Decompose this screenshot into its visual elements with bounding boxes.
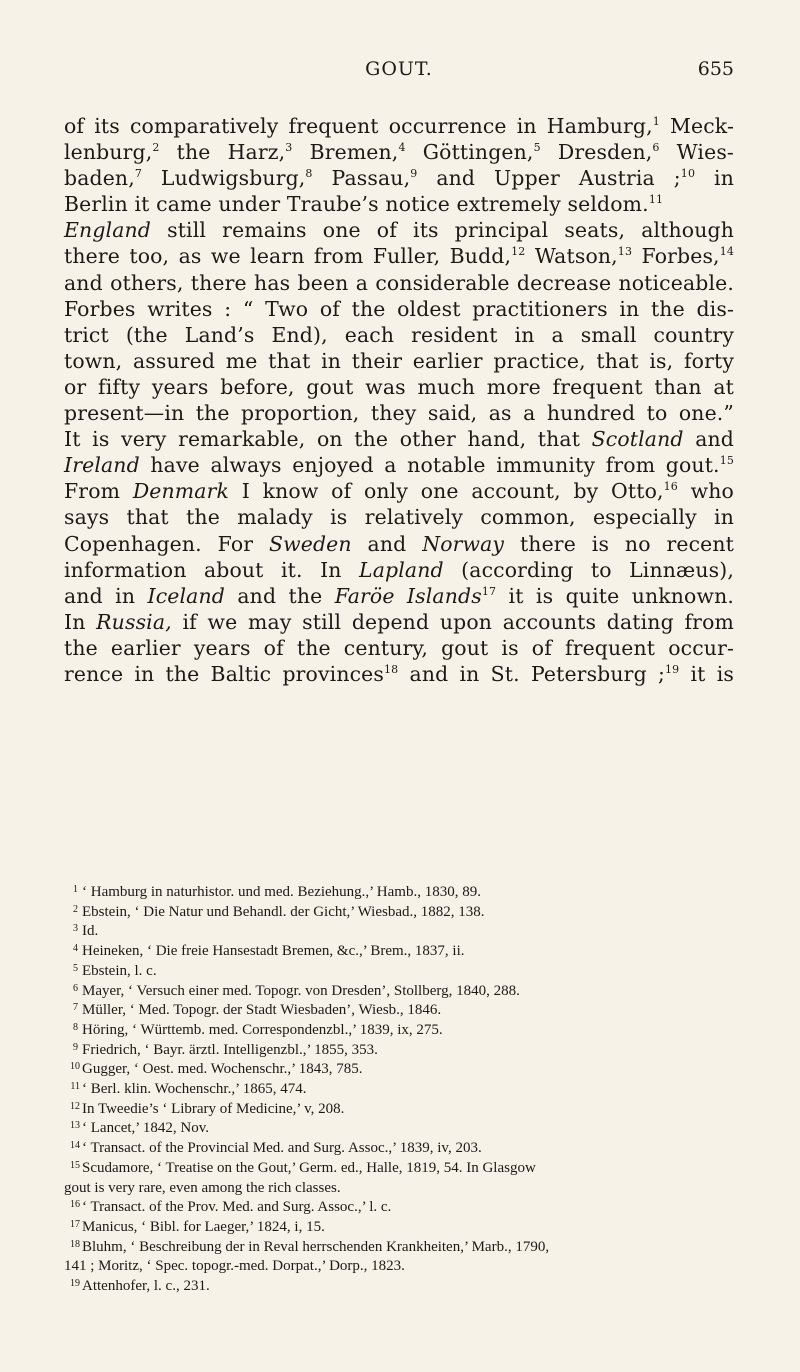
footnote-number: 10 xyxy=(70,1061,80,1073)
footnote-ref: 8 xyxy=(305,167,313,181)
footnote-ref: 15 xyxy=(719,454,734,468)
page-number: 655 xyxy=(697,58,734,80)
footnote-text: Höring, ‘ Württemb. med. Correspondenzbl.,’ 1839, ix, 275. xyxy=(82,1021,443,1038)
text-run: present—in the proportion, they said, as a hundred to one.” xyxy=(64,401,734,426)
text-run: of its comparatively frequent occurrence in Hamburg, xyxy=(64,114,653,138)
footnote xyxy=(64,1218,734,1238)
text-run: if we may still depend upon accounts dating from xyxy=(171,609,734,634)
footnote-text: Id. xyxy=(82,923,99,940)
footnote-number: 19 xyxy=(70,1278,80,1290)
text-run: and xyxy=(351,531,423,556)
footnote-number: 6 xyxy=(73,982,78,994)
text-run: information about it. In xyxy=(64,557,360,582)
text-run: Berlin it came under Traube’s notice extremely seldom. xyxy=(64,192,649,217)
text-run: says that the malady is relatively common, especially in xyxy=(64,505,734,530)
page-header xyxy=(64,58,734,88)
text-line xyxy=(64,243,734,269)
footnote-ref: 1 xyxy=(652,115,660,128)
footnote xyxy=(64,1021,734,1041)
text-run: I know of only one account, by Otto, xyxy=(229,479,664,504)
footnote-ref: 13 xyxy=(617,245,633,259)
footnote-ref: 6 xyxy=(652,141,660,155)
footnote-number: 17 xyxy=(70,1218,80,1230)
text-line xyxy=(64,635,734,661)
footnote-number: 18 xyxy=(70,1238,80,1250)
italic-text: Sweden xyxy=(269,531,352,556)
footnote-ref: 7 xyxy=(134,167,142,181)
footnote xyxy=(64,982,734,1002)
text-run: or fifty years before, gout was much more frequent than at xyxy=(64,374,734,399)
text-line xyxy=(64,374,734,400)
italic-text: Denmark xyxy=(132,479,230,504)
footnote-number: 5 xyxy=(73,962,78,974)
footnote xyxy=(64,1139,734,1159)
footnote xyxy=(64,903,734,923)
footnote-continuation: gout is very rare, even among the rich classes. xyxy=(64,1179,341,1196)
footnote xyxy=(64,883,734,903)
footnote-ref: 17 xyxy=(481,584,497,598)
footnotes xyxy=(64,883,734,1297)
footnote-ref: 5 xyxy=(533,141,541,155)
text-run: Meck- xyxy=(659,114,734,138)
footnote-number: 8 xyxy=(73,1021,78,1033)
footnote-ref: 12 xyxy=(511,245,526,259)
text-run: and others, there has been a considerable decrease noticeable. xyxy=(64,270,734,295)
footnote xyxy=(64,1041,734,1061)
footnote-text: Scudamore, ‘ Treatise on the Gout,’ Germ. ed., Halle, 1819, 54. In Glasgow xyxy=(82,1159,536,1176)
text-run: From xyxy=(64,479,133,504)
text-line xyxy=(64,478,734,504)
text-run: the earlier years of the century, gout is of frequent occur- xyxy=(64,635,734,660)
text-run: lenburg, xyxy=(64,140,153,165)
footnote-number: 1 xyxy=(73,884,78,895)
footnote-ref: 19 xyxy=(664,662,680,676)
text-run: and in xyxy=(64,583,148,608)
footnote-ref: 9 xyxy=(410,167,418,181)
text-run: who xyxy=(677,479,734,504)
footnote-continuation: 141 ; Moritz, ‘ Spec. topogr.-med. Dorpat.,’ Dorp., 1823. xyxy=(64,1258,405,1275)
text-run: and the xyxy=(224,583,335,608)
footnote-text: Heineken, ‘ Die freie Hansestadt Bremen, &c.,’ Brem., 1837, ii. xyxy=(82,943,465,960)
footnote-text: Manicus, ‘ Bibl. for Laeger,’ 1824, i, 15. xyxy=(82,1218,325,1235)
text-run: It is very remarkable, on the other hand, that xyxy=(64,427,592,452)
text-line xyxy=(64,400,734,426)
text-run: Ludwigsburg, xyxy=(142,166,306,191)
book-page xyxy=(64,0,734,1372)
italic-text: Russia, xyxy=(96,609,172,634)
text-run: trict (the Land’s End), each resident in a small country xyxy=(64,322,734,347)
text-run: Passau, xyxy=(312,166,411,191)
footnote xyxy=(64,1119,734,1139)
text-run: still remains one of its principal seats, although xyxy=(150,218,734,243)
footnote-text: ‘ Hamburg in naturhistor. und med. Beziehung.,’ Hamb., 1830, 89. xyxy=(82,884,481,900)
text-line xyxy=(64,113,734,139)
footnote-text: Friedrich, ‘ Bayr. ärztl. Intelligenzbl.,’ 1855, 353. xyxy=(82,1041,378,1058)
text-run: and Upper Austria ; xyxy=(417,166,681,191)
text-run: and xyxy=(683,427,734,452)
footnote-text: Attenhofer, l. c., 231. xyxy=(82,1278,210,1295)
footnote-text: Bluhm, ‘ Beschreibung der in Reval herrschenden Krankheiten,’ Marb., 1790, xyxy=(82,1238,550,1255)
text-run: Göttingen, xyxy=(405,140,534,165)
italic-text: Ireland xyxy=(64,453,140,478)
footnote xyxy=(64,922,734,942)
footnote-ref: 3 xyxy=(285,141,293,155)
text-line xyxy=(64,531,734,557)
text-line xyxy=(64,661,734,687)
text-run: rence in the Baltic provinces xyxy=(64,661,385,686)
text-run: baden, xyxy=(64,166,135,191)
footnote-number: 13 xyxy=(70,1120,80,1132)
text-run: (according to Linnæus), xyxy=(443,557,734,582)
running-title: GOUT. xyxy=(365,58,433,80)
text-run: In xyxy=(64,609,97,634)
footnote xyxy=(64,1159,734,1179)
footnote xyxy=(64,1100,734,1120)
text-run: the Harz, xyxy=(159,140,286,165)
footnote-ref: 4 xyxy=(398,141,406,155)
text-run: Wies- xyxy=(659,140,734,165)
text-run: and in St. Petersburg ; xyxy=(398,661,665,686)
text-run: it is xyxy=(679,661,734,686)
footnote xyxy=(64,1001,734,1021)
text-run: it is quite unknown. xyxy=(496,583,734,608)
text-line xyxy=(64,348,734,374)
footnote-number: 12 xyxy=(70,1100,80,1112)
text-run: have always enjoyed a notable immunity from gout. xyxy=(139,453,720,478)
text-run: there is no recent xyxy=(504,531,735,556)
footnote-text: In Tweedie’s ‘ Library of Medicine,’ v, 208. xyxy=(82,1100,345,1117)
text-run: Watson, xyxy=(525,244,618,269)
footnote-text: Müller, ‘ Med. Topogr. der Stadt Wiesbaden’, Wiesb., 1846. xyxy=(82,1002,442,1019)
text-run: town, assured me that in their earlier practice, that is, forty xyxy=(64,348,734,373)
text-run: in xyxy=(695,166,734,191)
footnote-number: 3 xyxy=(73,923,78,935)
footnote-number: 9 xyxy=(73,1041,78,1053)
footnote xyxy=(64,1060,734,1080)
text-run: Forbes writes : “ Two of the oldest practitioners in the dis- xyxy=(64,296,734,321)
footnote-ref: 10 xyxy=(680,167,696,181)
text-run: Dresden, xyxy=(540,140,653,165)
footnote-ref: 16 xyxy=(663,480,678,494)
footnote-number: 2 xyxy=(73,903,78,915)
footnote xyxy=(64,1198,734,1218)
footnote xyxy=(64,942,734,962)
text-line xyxy=(64,165,734,191)
text-run: Copenhagen. For xyxy=(64,531,270,556)
footnote-number: 11 xyxy=(70,1081,80,1093)
footnote-number: 7 xyxy=(73,1002,78,1014)
footnote-text: ‘ Lancet,’ 1842, Nov. xyxy=(82,1120,210,1137)
italic-text: Iceland xyxy=(147,583,225,608)
text-line xyxy=(64,583,734,609)
italic-text: Faröe Islands xyxy=(334,583,482,608)
text-line xyxy=(64,139,734,165)
italic-text: England xyxy=(64,218,151,243)
footnote xyxy=(64,1238,734,1258)
footnote-text: Mayer, ‘ Versuch einer med. Topogr. von Dresden’, Stollberg, 1840, 288. xyxy=(82,982,520,999)
text-line xyxy=(64,426,734,452)
body-text xyxy=(64,113,734,687)
footnote-ref: 2 xyxy=(152,141,160,155)
footnote-text: Ebstein, ‘ Die Natur und Behandl. der Gicht,’ Wiesbad., 1882, 138. xyxy=(82,903,485,920)
footnote-text: ‘ Transact. of the Prov. Med. and Surg. Assoc.,’ l. c. xyxy=(82,1199,392,1216)
text-line xyxy=(64,557,734,583)
footnote xyxy=(64,1080,734,1100)
footnote-ref: 18 xyxy=(384,662,399,676)
italic-text: Lapland xyxy=(359,557,444,582)
italic-text: Scotland xyxy=(591,427,684,452)
text-run: Bremen, xyxy=(292,140,399,165)
text-line xyxy=(64,609,734,635)
text-line xyxy=(64,191,734,217)
footnote-text: ‘ Transact. of the Provincial Med. and Surg. Assoc.,’ 1839, iv, 203. xyxy=(82,1140,482,1157)
footnote-text: ‘ Berl. klin. Wochenschr.,’ 1865, 474. xyxy=(82,1081,307,1098)
footnote-number: 14 xyxy=(70,1140,80,1152)
footnote xyxy=(64,962,734,982)
text-line xyxy=(64,322,734,348)
footnote-ref: 14 xyxy=(719,245,734,259)
text-run: Forbes, xyxy=(632,244,720,269)
text-line xyxy=(64,270,734,296)
footnote-number: 15 xyxy=(70,1159,80,1171)
footnote-number: 4 xyxy=(73,943,78,955)
footnote xyxy=(64,1277,734,1297)
footnote-text: Gugger, ‘ Oest. med. Wochenschr.,’ 1843, 785. xyxy=(82,1061,363,1078)
footnote-number: 16 xyxy=(70,1199,80,1211)
text-run: there too, as we learn from Fuller, Budd, xyxy=(64,244,512,269)
text-line xyxy=(64,296,734,322)
italic-text: Norway xyxy=(422,531,505,556)
footnote-ref: 11 xyxy=(648,193,664,207)
footnote-text: Ebstein, l. c. xyxy=(82,962,157,979)
text-line xyxy=(64,504,734,530)
text-line xyxy=(64,452,734,478)
text-line xyxy=(64,217,734,243)
